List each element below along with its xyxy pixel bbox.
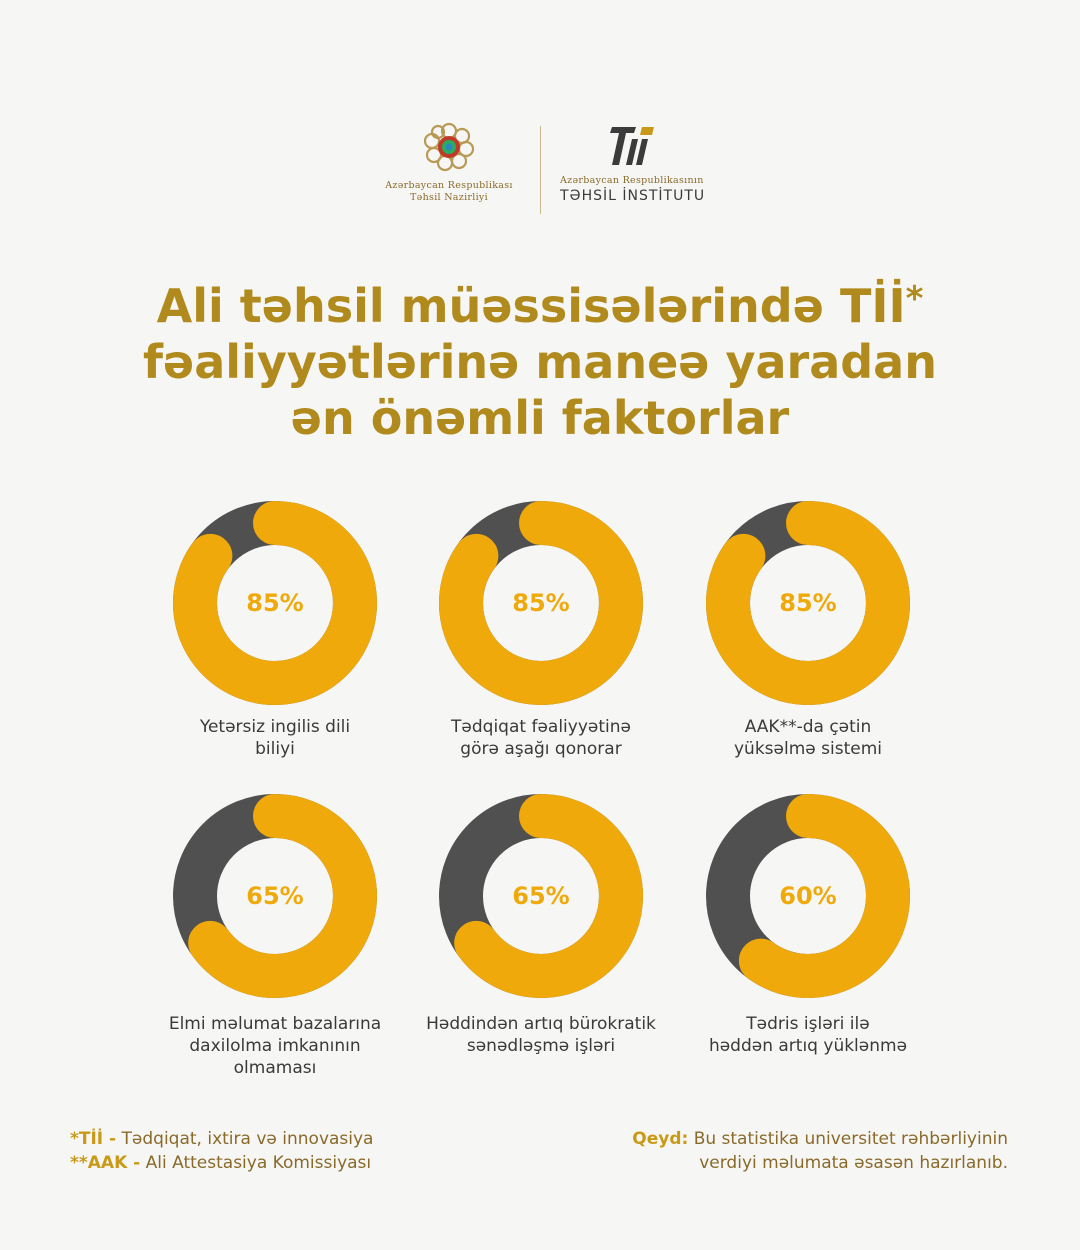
donut-value-label-2: 85% — [512, 589, 570, 617]
donut-caption-2 — [401, 716, 681, 760]
donut-value-arc-4 — [195, 816, 355, 976]
source-note-line1 — [568, 1127, 1008, 1151]
donut-remainder-arc-6 — [728, 816, 888, 976]
source-note-text-2: verdiyi məlumata əsasən hazırlanıb. — [699, 1153, 1008, 1173]
institute-logo-icon — [608, 123, 658, 171]
donut-caption-6-line-2: həddən artıq yüklənmə — [708, 1036, 908, 1056]
donut-caption-1 — [135, 716, 415, 760]
donut-caption-2-line-1: Tədqiqat fəaliyyətinə — [451, 717, 631, 737]
donut-chart-6 — [706, 794, 910, 998]
title-line-3: ən önəmli faktorlar — [290, 391, 790, 445]
source-note-key: Qeyd: — [632, 1129, 689, 1149]
page-title — [60, 278, 1020, 446]
donut-caption-1-line-2: biliyi — [255, 739, 295, 759]
title-line-2: fəaliyyətlərinə maneə yaradan — [143, 335, 937, 389]
donut-value-arc-6 — [728, 816, 888, 976]
donut-caption-4-line-3: olmaması — [233, 1058, 317, 1078]
footnote-tii-key: *Tİİ - — [70, 1129, 117, 1149]
donut-caption-6 — [668, 1013, 948, 1057]
donut-caption-6-line-1: Tədris işləri ilə — [746, 1014, 870, 1034]
donut-caption-2-line-2: görə aşağı qonorar — [460, 739, 622, 759]
source-note-text-1: Bu statistika universitet rəhbərliyinin — [693, 1129, 1008, 1149]
footnote-tii — [70, 1127, 373, 1151]
donut-value-arc-5 — [461, 816, 621, 976]
donut-caption-4-line-2: daxilolma imkanının — [189, 1036, 361, 1056]
donut-remainder-arc-3 — [728, 523, 888, 683]
donut-chart-5 — [439, 794, 643, 998]
donut-remainder-arc-1 — [195, 523, 355, 683]
ministry-name-line2: Təhsil Nazirliyi — [410, 192, 488, 203]
donut-caption-4-line-1: Elmi məlumat bazalarına — [168, 1014, 382, 1034]
donut-caption-3-line-1: AAK**-da çətin — [744, 717, 872, 737]
donut-caption-1-line-1: Yetərsiz ingilis dili — [199, 717, 351, 737]
donut-chart-2 — [439, 501, 643, 705]
source-note — [568, 1127, 1008, 1175]
donut-value-label-5: 65% — [512, 882, 570, 910]
footnote-aak — [70, 1151, 373, 1175]
ministry-name-line1: Azərbaycan Respublikası — [385, 180, 513, 191]
donut-remainder-arc-5 — [461, 816, 621, 976]
footnote-tii-text: Tədqiqat, ixtira və innovasiya — [121, 1129, 374, 1149]
donut-value-label-3: 85% — [779, 589, 837, 617]
donut-chart-4 — [173, 794, 377, 998]
ministry-logo-block — [378, 118, 520, 204]
title-line-1 — [60, 278, 1020, 334]
donut-value-arc-1 — [195, 523, 355, 683]
donut-value-label-4: 65% — [246, 882, 304, 910]
donut-caption-4 — [135, 1013, 415, 1079]
donut-value-label-6: 60% — [779, 882, 837, 910]
header — [0, 118, 1080, 218]
donut-chart-3 — [706, 501, 910, 705]
donut-chart-1 — [173, 501, 377, 705]
ministry-emblem-icon — [420, 118, 478, 176]
title-line-1-text: Ali təhsil müəssisələrində Tİİ — [156, 279, 906, 333]
title-footnote-mark: * — [905, 279, 924, 319]
donut-caption-3 — [668, 716, 948, 760]
donut-remainder-arc-4 — [195, 816, 355, 976]
donut-caption-5-line-1: Həddindən artıq bürokratik — [426, 1014, 656, 1034]
header-divider — [540, 126, 541, 214]
donut-value-arc-2 — [461, 523, 621, 683]
donut-value-label-1: 85% — [246, 589, 304, 617]
footnote-aak-key: **AAK - — [70, 1153, 141, 1173]
footnote-aak-text: Ali Attestasiya Komissiyası — [145, 1153, 372, 1173]
institute-logo-block — [560, 123, 730, 205]
institute-name-line1: Azərbaycan Respublikasının — [560, 175, 704, 186]
donut-caption-3-line-2: yüksəlmə sistemi — [734, 739, 882, 759]
footnotes — [70, 1127, 373, 1175]
institute-name-line2: TƏHSİL İNSTİTUTU — [560, 188, 706, 204]
donut-caption-5-line-2: sənədləşmə işləri — [466, 1036, 616, 1056]
donut-remainder-arc-2 — [461, 523, 621, 683]
donut-value-arc-3 — [728, 523, 888, 683]
donut-caption-5 — [401, 1013, 681, 1057]
